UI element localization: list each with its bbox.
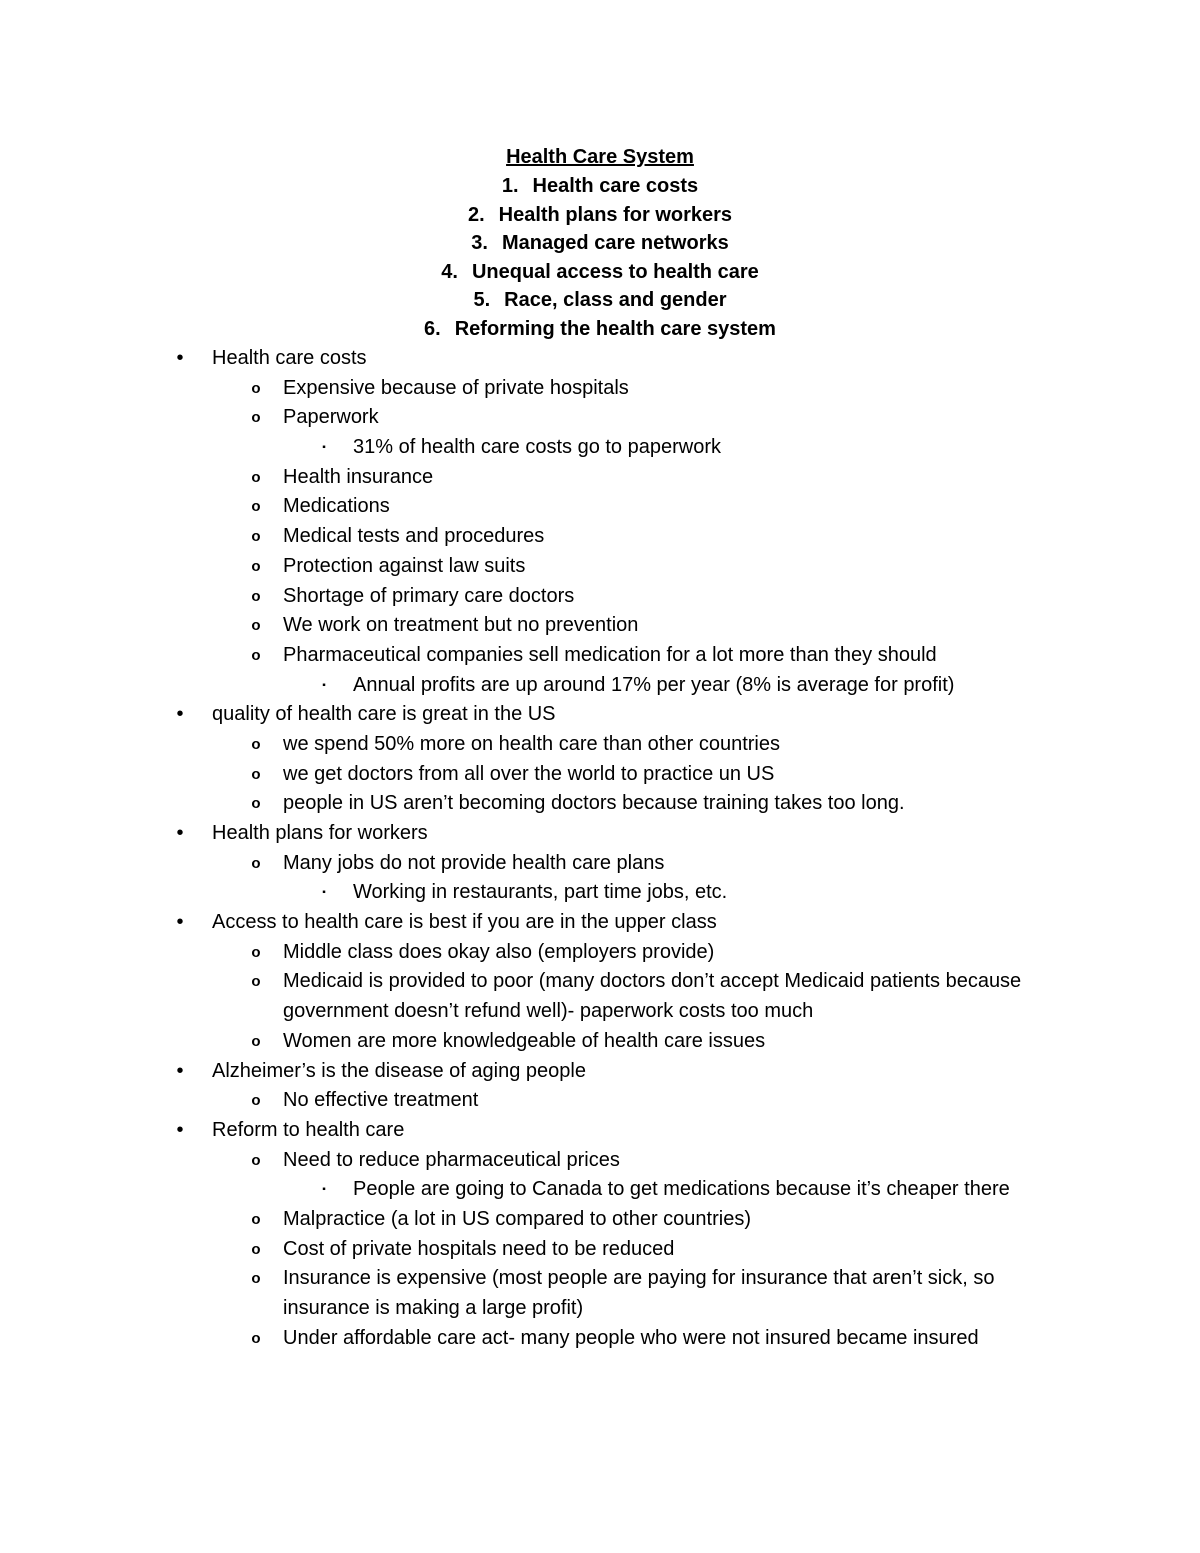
toc-item-text: Health plans for workers (498, 203, 733, 226)
bullet-icon: ▪ (322, 1184, 326, 1196)
list-item (0, 1235, 1200, 1265)
list-item (0, 344, 1200, 374)
list-item-text: 31% of health care costs go to paperwork (353, 436, 721, 459)
bullet-icon: o (251, 1329, 261, 1347)
list-item-text: Shortage of primary care doctors (283, 584, 575, 607)
bullet-icon: o (251, 1151, 261, 1169)
list-item-text: Paperwork (283, 406, 379, 429)
list-item-text: Pharmaceutical companies sell medication for a lot more than they should (283, 643, 937, 666)
list-item (0, 1057, 1200, 1087)
list-item (0, 730, 1200, 760)
list-item (0, 1205, 1200, 1235)
toc-item (0, 172, 1200, 201)
bullet-icon: o (251, 379, 261, 397)
bullet-icon: o (251, 646, 261, 664)
list-item (0, 641, 1200, 671)
toc-item (0, 286, 1200, 315)
toc-item-text: Health care costs (532, 175, 699, 197)
list-item (0, 1027, 1200, 1057)
list-item-text: Health care costs (212, 347, 367, 369)
list-item (0, 908, 1200, 938)
bullet-icon: o (251, 943, 261, 961)
list-item (0, 967, 1200, 1026)
list-item (0, 522, 1200, 552)
list-item (0, 1146, 1200, 1176)
list-item (0, 789, 1200, 819)
list-item-text: Women are more knowledgeable of health care issues (283, 1029, 766, 1052)
bullet-icon: • (176, 911, 184, 934)
list-item (0, 938, 1200, 968)
list-item-text: we get doctors from all over the world to practice un US (283, 762, 775, 785)
page-title: Health Care System (506, 146, 694, 168)
list-item (0, 819, 1200, 849)
bullet-icon: o (251, 765, 261, 783)
bullet-icon: o (251, 409, 261, 427)
list-item (0, 671, 1200, 701)
bullet-icon: ▪ (322, 887, 326, 899)
toc-item (0, 258, 1200, 287)
toc-item-text: Managed care networks (501, 232, 729, 255)
list-item (0, 403, 1200, 433)
toc-item-number: 3. (471, 232, 488, 255)
bullet-icon: ▪ (322, 442, 326, 454)
list-item-text: Access to health care is best if you are in the upper class (212, 911, 717, 934)
list-item-text: Insurance is expensive (most people are paying for insurance that aren’t sick, so insurance is making a large profit) (283, 1267, 995, 1320)
toc-item-number: 6. (424, 317, 441, 340)
bullet-icon: o (251, 735, 261, 753)
list-item (0, 849, 1200, 879)
list-item-text: Health plans for workers (212, 822, 428, 844)
toc-item-text: Reforming the health care system (454, 317, 776, 340)
list-item-text: Under affordable care act- many people who were not insured became insured (283, 1326, 979, 1349)
bullet-icon: o (251, 1270, 261, 1288)
bullet-icon: • (176, 1118, 184, 1141)
bullet-icon: o (251, 617, 261, 635)
list-item (0, 1264, 1200, 1323)
list-item-text: Health insurance (283, 465, 434, 488)
bullet-icon: o (251, 1210, 261, 1228)
list-item (0, 1324, 1200, 1354)
list-item (0, 1086, 1200, 1116)
list-item (0, 492, 1200, 522)
toc-item-text: Unequal access to health care (471, 260, 759, 283)
bullet-icon: • (176, 703, 184, 726)
list-item (0, 1116, 1200, 1146)
list-item-text: Protection against law suits (283, 554, 526, 577)
toc-item-number: 4. (441, 260, 458, 283)
toc-item (0, 201, 1200, 230)
notes-list (0, 344, 1200, 1353)
list-item (0, 611, 1200, 641)
bullet-icon: • (176, 1059, 184, 1082)
bullet-icon: ▪ (322, 679, 326, 691)
list-item-text: Reform to health care (212, 1118, 405, 1141)
toc-item-text: Race, class and gender (504, 289, 727, 312)
toc-item (0, 229, 1200, 258)
list-item-text: Cost of private hospitals need to be reduced (283, 1237, 675, 1260)
list-item-text: Medical tests and procedures (283, 525, 545, 548)
list-item-text: Annual profits are up around 17% per year (8% is average for profit) (353, 673, 955, 696)
bullet-icon: o (251, 1032, 261, 1050)
list-item (0, 552, 1200, 582)
list-item-text: Medications (283, 495, 390, 518)
list-item-text: Middle class does okay also (employers provide) (283, 940, 715, 963)
list-item (0, 463, 1200, 493)
bullet-icon: o (251, 795, 261, 813)
toc-item-number: 2. (467, 203, 485, 226)
list-item-text: Medicaid is provided to poor (many doctors don’t accept Medicaid patients because government doesn’t refund well)- paperwork costs too much (283, 970, 1022, 1023)
list-item-text: Working in restaurants, part time jobs, etc. (353, 881, 728, 904)
toc-item-number: 5. (473, 289, 491, 312)
bullet-icon: o (251, 528, 261, 546)
bullet-icon: o (251, 557, 261, 575)
list-item-text: Expensive because of private hospitals (283, 376, 629, 399)
list-item-text: people in US aren’t becoming doctors because training takes too long. (283, 792, 905, 815)
list-item-text: quality of health care is great in the US (212, 703, 556, 726)
bullet-icon: o (251, 1092, 261, 1110)
bullet-icon: o (251, 973, 261, 991)
list-item-text: Alzheimer’s is the disease of aging people (212, 1059, 586, 1082)
list-item (0, 1175, 1200, 1205)
list-item-text: We work on treatment but no prevention (283, 614, 639, 637)
table-of-contents (0, 172, 1200, 344)
bullet-icon: o (251, 468, 261, 486)
list-item-text: Need to reduce pharmaceutical prices (283, 1148, 620, 1171)
list-item (0, 582, 1200, 612)
list-item (0, 760, 1200, 790)
bullet-icon: o (251, 854, 261, 872)
toc-item-number: 1. (501, 175, 519, 197)
list-item (0, 433, 1200, 463)
bullet-icon: • (176, 822, 184, 844)
list-item-text: we spend 50% more on health care than other countries (283, 732, 780, 755)
list-item (0, 700, 1200, 730)
bullet-icon: o (251, 1240, 261, 1258)
bullet-icon: • (176, 347, 184, 369)
list-item-text: No effective treatment (283, 1089, 479, 1112)
list-item-text: Malpractice (a lot in US compared to other countries) (283, 1207, 751, 1230)
list-item-text: Many jobs do not provide health care plans (283, 851, 665, 874)
bullet-icon: o (251, 498, 261, 516)
toc-item (0, 315, 1200, 344)
bullet-icon: o (251, 587, 261, 605)
list-item-text: People are going to Canada to get medications because it’s cheaper there (353, 1178, 1010, 1201)
list-item (0, 878, 1200, 908)
list-item (0, 374, 1200, 404)
